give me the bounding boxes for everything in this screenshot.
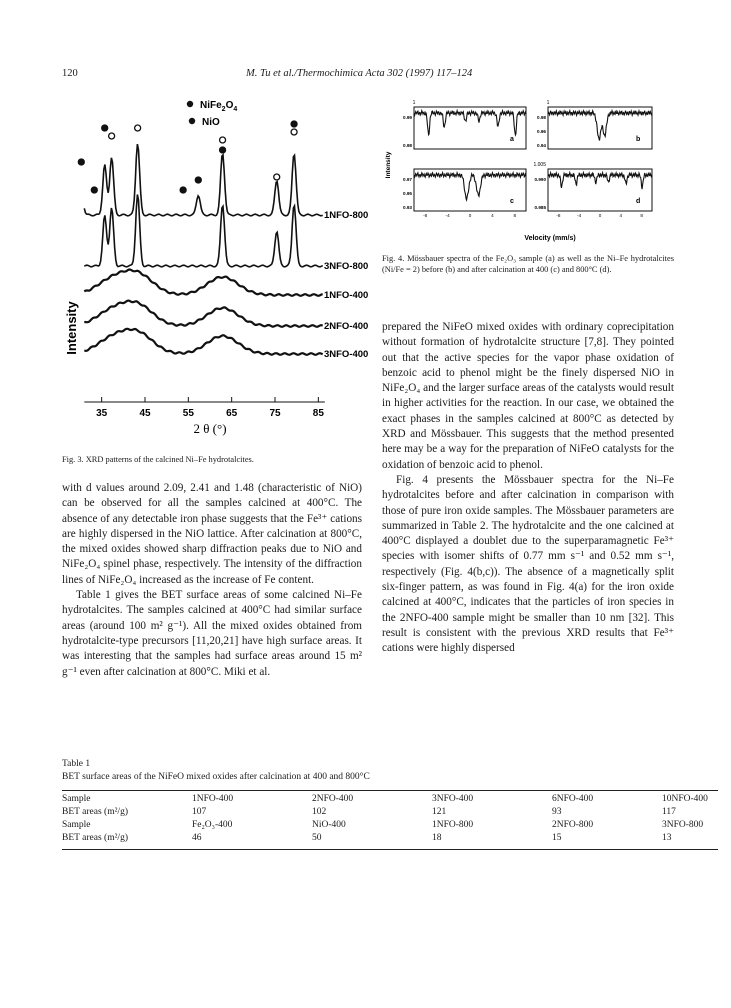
fig4-mossbauer-chart [380,95,672,255]
fig4-spectrum-a [414,111,526,135]
table-cell: 2NFO-800 [552,820,594,830]
table-cell: 102 [312,807,327,817]
nife2o4-peak-marker [195,177,201,183]
fig3-curve-labels [324,210,368,360]
curve-label-3nfo-800: 3NFO-800 [323,261,369,272]
table-cell: 6NFO-400 [552,791,662,808]
fig4-spectrum-c [414,173,526,200]
legend-label-nife2o4: $NiFe_2O_4$ [200,100,238,113]
table1-caption: BET surface areas of the NiFeO mixed oxides after calcination at 400 and 800°C [62,772,370,782]
table-row-header: Sample [62,820,91,830]
fig4-x-tick-label: 8 [640,213,643,218]
fig4-panel-top-label: 1 [546,100,550,106]
fig4-panels [403,100,652,218]
nio-peak-marker [291,129,297,135]
fig4-panel-letter: d [636,198,641,205]
fig3-curves [84,144,322,355]
table-cell: 50 [312,833,432,850]
nife2o4-peak-marker [180,187,186,193]
table-row-header: Sample [62,791,192,808]
fig3-caption: Fig. 3. XRD patterns of the calcined Ni–Fe hydrotalcites. [62,455,254,464]
table-cell: 107 [192,807,207,817]
xrd-curve-3nfo-400 [84,329,322,355]
legend-marker-nife2o4 [187,101,193,107]
legend-label-nio: NiO [202,117,220,128]
fig4-y-tick-label: 0.94 [537,143,546,148]
left-column [62,481,362,680]
table-row [62,820,718,833]
fig4-xlabel: Velocity (mm/s) [524,235,576,242]
fig3-x-tick-label: 85 [312,408,324,419]
table-cell: Fe₂O₃-400 [192,820,233,830]
table-cell: 3NFO-400 [432,791,552,808]
fig4-y-tick-label: 0.96 [537,129,546,134]
table-row [62,791,718,808]
fig4-caption: Fig. 4. Mössbauer spectra of the Fe₂O₃ sample (a) as well as the Ni–Fe hydrotalcites (Ni/Fe = 2) before (b) and after calcination at 400 (c) and 800°C (d). [382,254,674,275]
nife2o4-peak-marker [91,187,97,193]
fig4-y-tick-label: 0.93 [403,205,412,210]
nio-peak-marker [109,133,115,139]
fig3-ylabel: Intensity [64,301,79,355]
fig4-x-tick-label: -4 [577,213,582,218]
curve-label-3nfo-400: 3NFO-400 [323,349,369,360]
fig4-panel-c [403,169,526,218]
fig4-x-tick-label: -8 [423,213,428,218]
fig4-panel-letter: b [636,136,641,143]
fig4-ylabel: Intensity [385,151,392,179]
fig3-peak-markers [78,121,297,193]
xrd-curve-2nfo-400 [84,301,322,327]
fig3-x-tick-label: 45 [139,408,151,419]
table-cell: NiO-400 [312,820,346,830]
fig3-x-tick-label: 55 [182,408,194,419]
fig4-spectrum-d [548,173,652,190]
fig3-x-tick-label: 35 [96,408,108,419]
curve-label-1nfo-400: 1NFO-400 [323,290,369,301]
table-cell: 117 [662,807,676,817]
fig4-y-tick-label: 0.97 [403,177,412,182]
table1 [62,790,718,850]
xrd-curve-1nfo-400 [84,270,322,296]
fig3-xlabel: 2 θ (°) [193,421,227,436]
fig4-x-tick-label: 8 [513,213,517,218]
nife2o4-peak-marker [220,147,226,153]
fig4-y-tick-label: 0.985 [534,205,546,210]
fig3-x-axis [84,397,325,419]
fig4-x-tick-label: 4 [491,213,494,218]
fig4-panel-d [533,162,652,218]
table-row-header: BET areas (m²/g) [62,833,192,850]
fig4-panel-letter: a [510,136,514,143]
table-cell: 1NFO-400 [192,791,312,808]
fig4-panel-letter: c [510,198,514,205]
right-paragraph-1: prepared the NiFeO mixed oxides with ordinary coprecipitation without formation of hydrotalcite structure [7,8]. They pointed out that the active species for the vapor phase oxidation of benzoic acid to phenol might be the finely dispersed NiO in NiFe₂O₄ and the larger surface areas of the catalysts would result in higher activities for the reaction. In our case, we obtained the exact phases in the samples calcined at 800°C as detected by XRD and Mössbauer. This suggests that the method presented here may be a way for the preparation of NiFeO catalysts for the oxidation of benzoic acid to phenol. [382,321,674,471]
fig4-panel-b [537,100,652,149]
xrd-curve-3nfo-800 [84,195,322,267]
fig4-x-tick-label: 0 [598,213,602,218]
table-cell: 10NFO-400 [662,791,718,808]
fig4-y-tick-label: 0.990 [534,177,546,182]
table-cell: 18 [432,833,552,850]
running-head: M. Tu et al./Thermochimica Acta 302 (1997) 117–124 [246,68,473,79]
nio-peak-marker [274,174,280,180]
curve-label-2nfo-400: 2NFO-400 [323,321,369,332]
table-cell: 2NFO-400 [312,791,432,808]
xrd-curve-1nfo-800 [84,144,322,216]
fig4-y-tick-label: 0.95 [403,191,412,196]
fig4-x-tick-label: -8 [556,213,561,218]
fig4-y-tick-label: 0.98 [403,143,412,148]
nife2o4-peak-marker [78,159,84,165]
table-cell: 13 [662,833,718,850]
fig4-x-tick-label: -4 [445,213,450,218]
nife2o4-peak-marker [291,121,297,127]
nio-peak-marker [135,125,141,131]
table-cell: 3NFO-800 [662,820,704,830]
fig4-x-tick-label: 0 [468,213,472,218]
table-cell: 121 [432,807,447,817]
nio-peak-marker [220,137,226,143]
legend-marker-nio [189,118,195,124]
table-cell: 93 [552,807,562,817]
left-paragraph-1: with d values around 2.09, 2.41 and 1.48 (characteristic of NiO) can be observed for all the samples calcined at 400°C. The absence of any detectable iron phase suggests that the Fe³⁺ cations are highly dispersed in the NiO lattice. After calcination at 800°C, the mixed oxides showed sharp diffraction peaks due to NiO and NiFe₂O₄ spinel phase, respectively. The intensity of the diffraction lines of NiFe₂O₄ increased as the increase of Fe content. [62,482,362,586]
table-cell: 1NFO-800 [432,820,474,830]
table1-label: Table 1 [62,759,91,769]
table-cell: 46 [192,833,312,850]
fig3-x-tick-label: 65 [226,408,238,419]
fig4-y-tick-label: 0.99 [403,115,412,120]
table-row [62,807,718,820]
page-number: 120 [62,68,78,79]
table-cell: 15 [552,833,662,850]
fig4-y-tick-label: 0.98 [537,115,546,120]
fig3-x-tick-label: 75 [269,408,281,419]
fig3-xrd-chart [58,90,380,450]
fig3-legend [187,100,238,128]
fig4-panel-a [403,100,526,149]
curve-label-1nfo-800: 1NFO-800 [323,210,369,221]
table-row [62,833,718,850]
fig4-x-tick-label: 4 [619,213,623,218]
table-row-header: BET areas (m²/g) [62,807,128,817]
right-paragraph-2: Fig. 4 presents the Mössbauer spectra for the Ni–Fe hydrotalcites before and after calcination in comparison with those of pure iron oxide samples. The Mössbauer parameters are summarized in Table 2. The hydrotalcite and the one calcined at 400°C displayed a doublet due to the superparamagnetic Fe³⁺ species with isomer shifts of 0.77 mm s⁻¹ and 0.52 mm s⁻¹, respectively (Fig. 4(b,c)). The absence of a magnetically split six-finger pattern, as was found in Fig. 4(a) for the iron oxide calcined at 400°C, indicates that the particles of iron species in the 2NFO-400 sample might be smaller than 10 nm [32]. This result is consistent with the previous XRD results that Fe³⁺ cations were highly dispersed [382,473,674,655]
fig4-panel-top-label: 1 [412,100,416,106]
left-paragraph-2: Table 1 gives the BET surface areas of some calcined Ni–Fe hydrotalcites. The samples calcined at 400°C had similar surface areas (around 100 m² g⁻¹). All the mixed oxides obtained from hydrotalcite-type precursors [11,20,21] have high surface areas. It was interesting that the samples had surface areas around 15 m² g⁻¹ even after calcination at 800°C. Miki et al. [62,589,362,678]
nife2o4-peak-marker [102,125,108,131]
right-column [382,320,674,657]
fig4-panel-top-label: 1.005 [533,162,546,168]
